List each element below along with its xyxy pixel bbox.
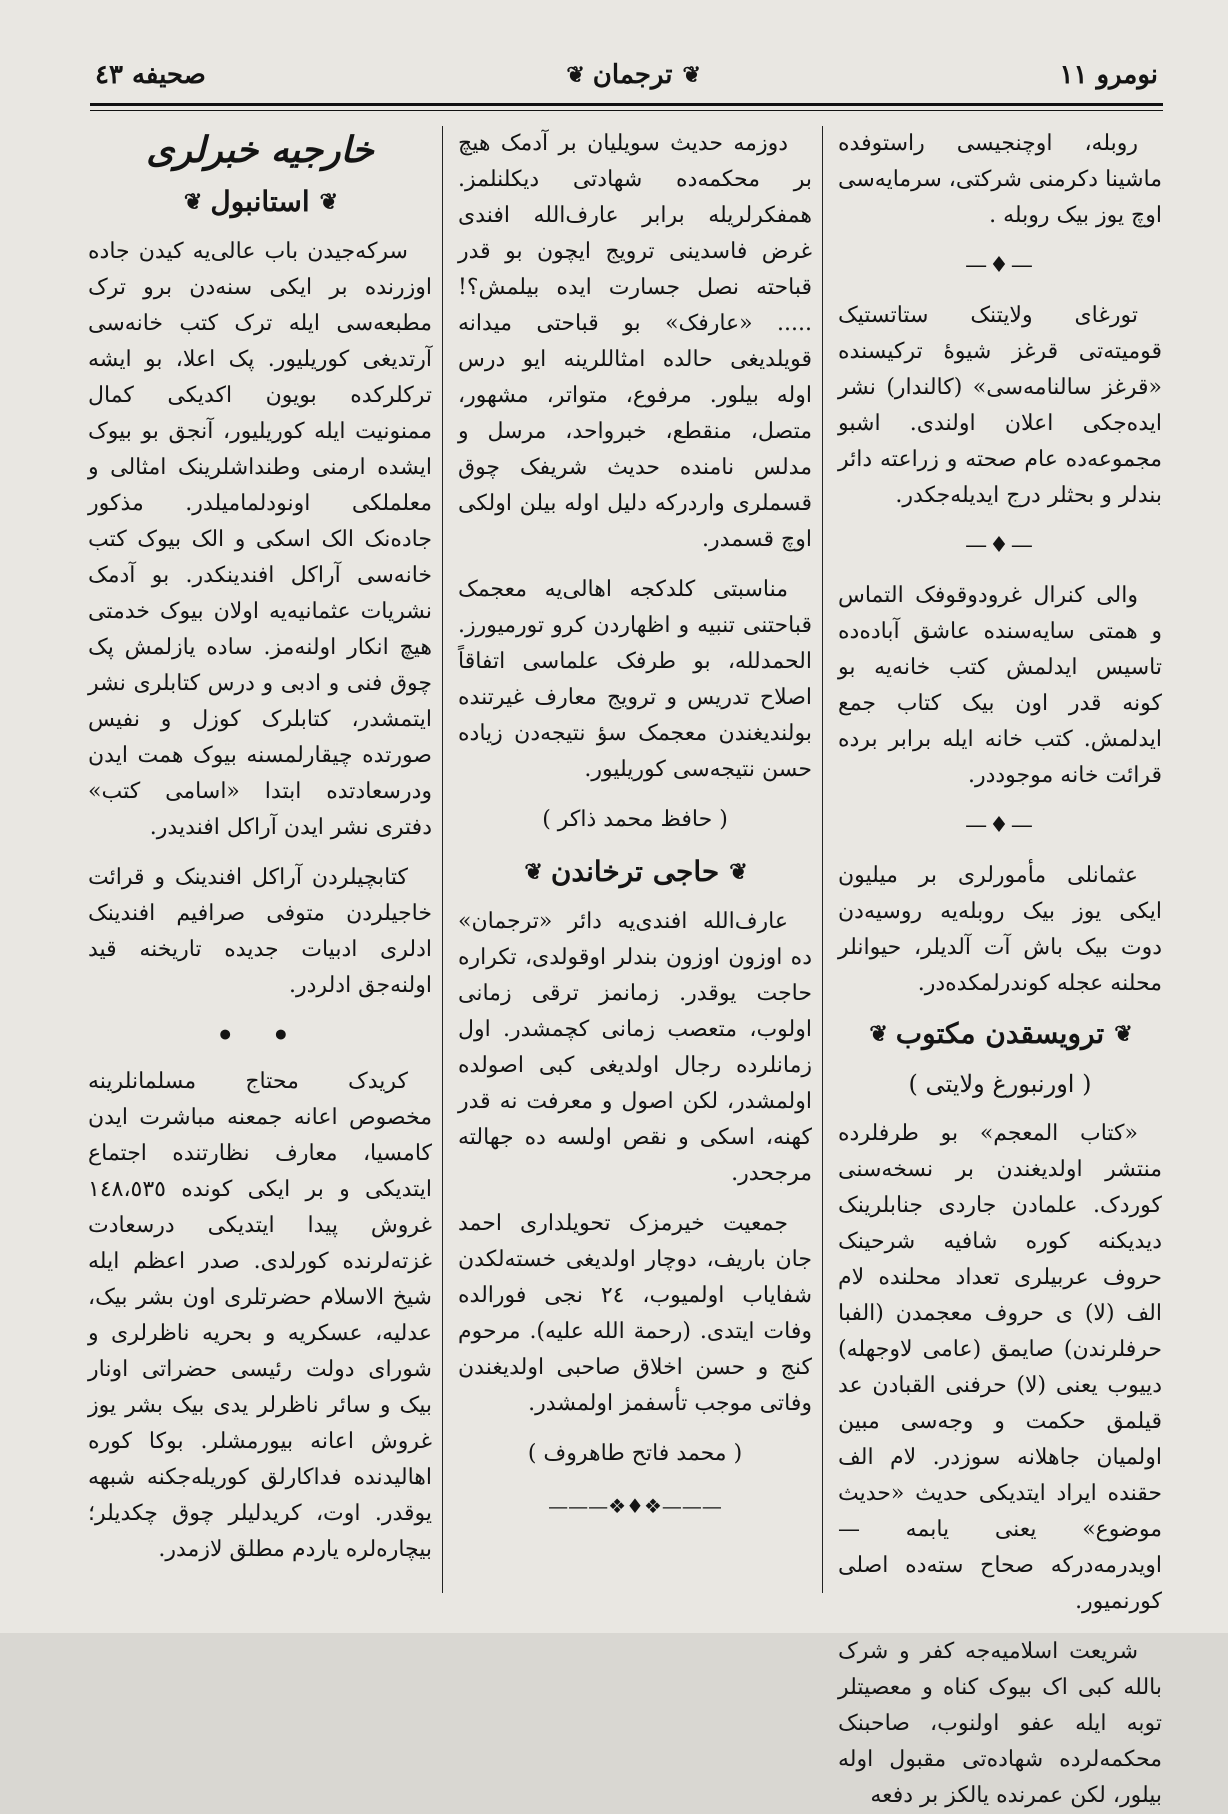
article-paragraph: دوزمه حدیث سویلیان بر آدمک هیچ بر محکمه‌ده شهادتی دیکلنلمز. همفکرلریله برابر عارف‌الله افندی غرض فاسدینی ترویج ایچون بو قدر قباحته نصل جسارت ایده بیلمش؟! ..... «عارفک» بو قباحتی میدانه قویلدیغی حالده امثاللرینه ایو درس اوله بیلور. مرفوع، متواتر، مشهور، متصل، منقطع، خبرواحد، مرسل و مدلس نامنده حدیث شریفک چوق قسملری واردرکه دلیل اوله بیلن اولکی اوچ قسمدر. [458, 131, 812, 552]
header-rule-thin [90, 110, 1163, 111]
section-heading [88, 184, 432, 220]
article-paragraph: کتابچیلردن آراکل افندینک و قرائت خاجیلردن متوفی صرافیم افندینک ادلری ادبیات جدیده تاریخنه قید اولنه‌جق ادلردر. [88, 865, 432, 998]
left-column [80, 126, 440, 1593]
section-title: حاجی ترخاندن [550, 855, 720, 888]
article-paragraph: تورغای ولایتنک ستاتستیک قومیته‌تی قرغز شیوهٔ ترکیسنده «قرغز سالنامه‌سی» (کالندار) نشر ایده‌جکی اعلان اولندی. اشبو مجموعه‌ده عام صحته و زراعته دائر بندلر و بحثلر درج ایدیله‌جکدر. [838, 303, 1162, 508]
ornament-icon: ❦ [319, 189, 337, 215]
ornament-icon: ❦ [183, 189, 201, 215]
article-paragraph: عارف‌الله افندی‌یه دائر «ترجمان» ده اوزون اوزون بندلر اوقولدی، تکراره حاجت یوقدر. زمانمز ترقی زمانی اولوب، متعصب زمانی کچمشدر. اول زمانلرده رجال اولدیغی کبی اصولده اولمشدر، لکن اصول و معرفت نه قدر کهنه، اسکی و نقص اولسه ده جهالته مرجحدر. [458, 909, 812, 1186]
article-paragraph: شریعت اسلامیه‌جه کفر و شرک بالله کبی اک بیوک کناه و معصیتلر توبه ایله عفو اولنوب، صاحبنک محکمه‌لرده شهاده‌تی مقبول اوله بیلور، لکن عمرنده یالکز بر دفعه [838, 1639, 1162, 1808]
ornament-icon: ❦ [524, 859, 541, 885]
issue-number: نومرو ١١ [1059, 60, 1158, 90]
article-paragraph: روبله، اوچنجیسی راستوفده ماشینا دکرمنی شرکتی، سرمایه‌سی اوچ یوز بیک روبله . [838, 131, 1162, 228]
article-paragraph: «کتاب المعجم» بو طرفلرده منتشر اولدیغندن بر نسخه‌سنی کوردک. علمادن جاردی جنابلرینک دیدیکنه کوره شافیه شرحینک حروف عربیلری تعداد محلنده لام الف (لا) ی حروف معجمدن (الفبا حرفلرندن) صایمق (عامی لاوجهله) دییوب یعنی (لا) حرفنی القبادن عد قیلمق حکمت و وجه‌سی مبین اولمیان جاهلانه سوزدر. لام الف حقنده ایراد ایتدیکی حدیث «حدیث موضوع» یعنی یابمه — اویدرمه‌درکه صحاح سته‌ده اصلی کورنمیور. [838, 1121, 1162, 1614]
column-divider [822, 126, 823, 1593]
section-heading [838, 1016, 1162, 1052]
foreign-news-title: خارجیه خبرلری [146, 129, 374, 171]
page-number: صحیفه ٤٣ [95, 60, 206, 90]
section-title: استانبول [210, 185, 310, 218]
ornament-icon: ❦ [566, 62, 583, 88]
ornament-icon: ❦ [682, 62, 699, 88]
article-paragraph: والی کنرال غرودوقوفک التماس و همتی سایه‌سنده عاشق آباده‌ده تاسیس ایدلمش کتب خانه‌یه بو کونه قدر اون بیک کتاب جمع ایدلمش. کتب خانه ایله برابر برده قرائت خانه موجوددر. [838, 583, 1162, 788]
separator-ornament: —♦— [965, 533, 1035, 558]
article-paragraph: جمعیت خیرمزک تحویلداری احمد جان باریف، دوچار اولدیغی خسته‌لکدن شفایاب اولمیوب، ٢٤ نجی فورالده وفات ایتدی. (رحمة الله علیه). مرحوم کنج و حسن اخلاق صاحبی اولدیغندن وفاتی موجب تأسفمز اولمشدر. [458, 1211, 813, 1416]
right-column [830, 126, 1170, 1808]
section-title: ترویسقدن مکتوب [895, 1017, 1105, 1050]
end-ornament: ———❖♦❖——— [548, 1494, 722, 1518]
author-signature: ( محمد فاتح طاهروف ) [527, 1441, 743, 1466]
ornament-icon: ❦ [869, 1021, 886, 1047]
dots-separator: • • [216, 1019, 304, 1052]
ornament-icon: ❦ [729, 859, 746, 885]
column-divider [442, 126, 443, 1593]
masthead [566, 60, 699, 90]
separator-ornament: —♦— [965, 813, 1035, 838]
separator-ornament: —♦— [965, 253, 1035, 278]
middle-column [450, 126, 820, 1593]
article-paragraph: سرکه‌جیدن باب عالی‌یه کیدن جاده اوزرنده بر ایکی سنه‌دن برو ترک مطبعه‌سی ایله ترک کتب خانه‌سی آرتدیغی کوریلیور. پک اعلا، بو ایشه ترکلرکده بویون اکدیکی کمال ممنونیت ایله کوریلیور، آنجق بو بیوک ایشده ارمنی وطنداشلرینک امثالی و معلملکی اونودلمامیلدر. مذکور جاده‌نک الک اسکی و الک بیوک کتب خانه‌سی آراکل افندینکدر. بو آدمک نشریات عثمانیه‌یه اولان بیوک خدمتی هیچ انکار اولنه‌مز. ساده یازلمش پک چوق فنی و ادبی و درس کتابلری نشر ایتمشدر، کتابلرک کوزل و نفیس صورتده چیقارلمسنه بیوک همت ایدن ودرسعادتده ابتدا «اسامی کتب» دفتری نشر ایدن آراکل افندیدر. [88, 239, 432, 840]
author-signature: ( حافظ محمد ذاکر ) [542, 807, 728, 832]
article-paragraph: کریدک محتاج مسلمانلرینه مخصوص اعانه جمعنه مباشرت ایدن کامسیا، معارف نظارتنده اجتماع ایتدیکی و بر ایکی کونده ١٤٨،٥٣٥ غروش پیدا ایتدیکی درسعادت غزته‌لرنده کورلدی. صدر اعظم ایله شیخ الاسلام حضرتلری اون بشر بیک، عدلیه، عسکریه و بحریه ناظرلری و شورای دولت رئیسی حضراتی اونار بیک و سائر ناظرلر یدی بیک بشر یوز غروش اعانه بیورمشلر. بوکا کوره اهالیدنده فداکارلق کوریله‌جکنه شبهه یوقدر. اوت، کریدلیلر چوق چکدیلر؛ بیچاره‌لره یاردم مطلق لازمدر. [88, 1069, 432, 1562]
header-rule [90, 103, 1163, 106]
article-paragraph: مناسبتی کلدکجه اهالی‌یه معجمک قباحتنی تنبیه و اظهاردن کرو تورمیورز. الحمدلله، بو طرفک علماسی اتفاقاً اصلاح تدریس و ترویج معارف غیرتنده بولندیغندن معجمک سؤ نتیجه‌دن زیاده حسن نتیجه‌سی کوریلیور. [458, 577, 812, 782]
section-subtitle: ( اورنبورغ ولایتی ) [908, 1070, 1092, 1098]
newspaper-title: ترجمان [592, 60, 673, 90]
ornament-icon: ❦ [1114, 1021, 1131, 1047]
article-paragraph: عثمانلی مأمورلری بر میلیون ایکی یوز بیک روبله‌یه روسیه‌دن دوت بیک باش آت آلدیلر، حیوانلر محلنه عجله کوندرلمکده‌در. [838, 863, 1162, 996]
section-heading [458, 854, 812, 890]
page-header [95, 55, 1158, 95]
